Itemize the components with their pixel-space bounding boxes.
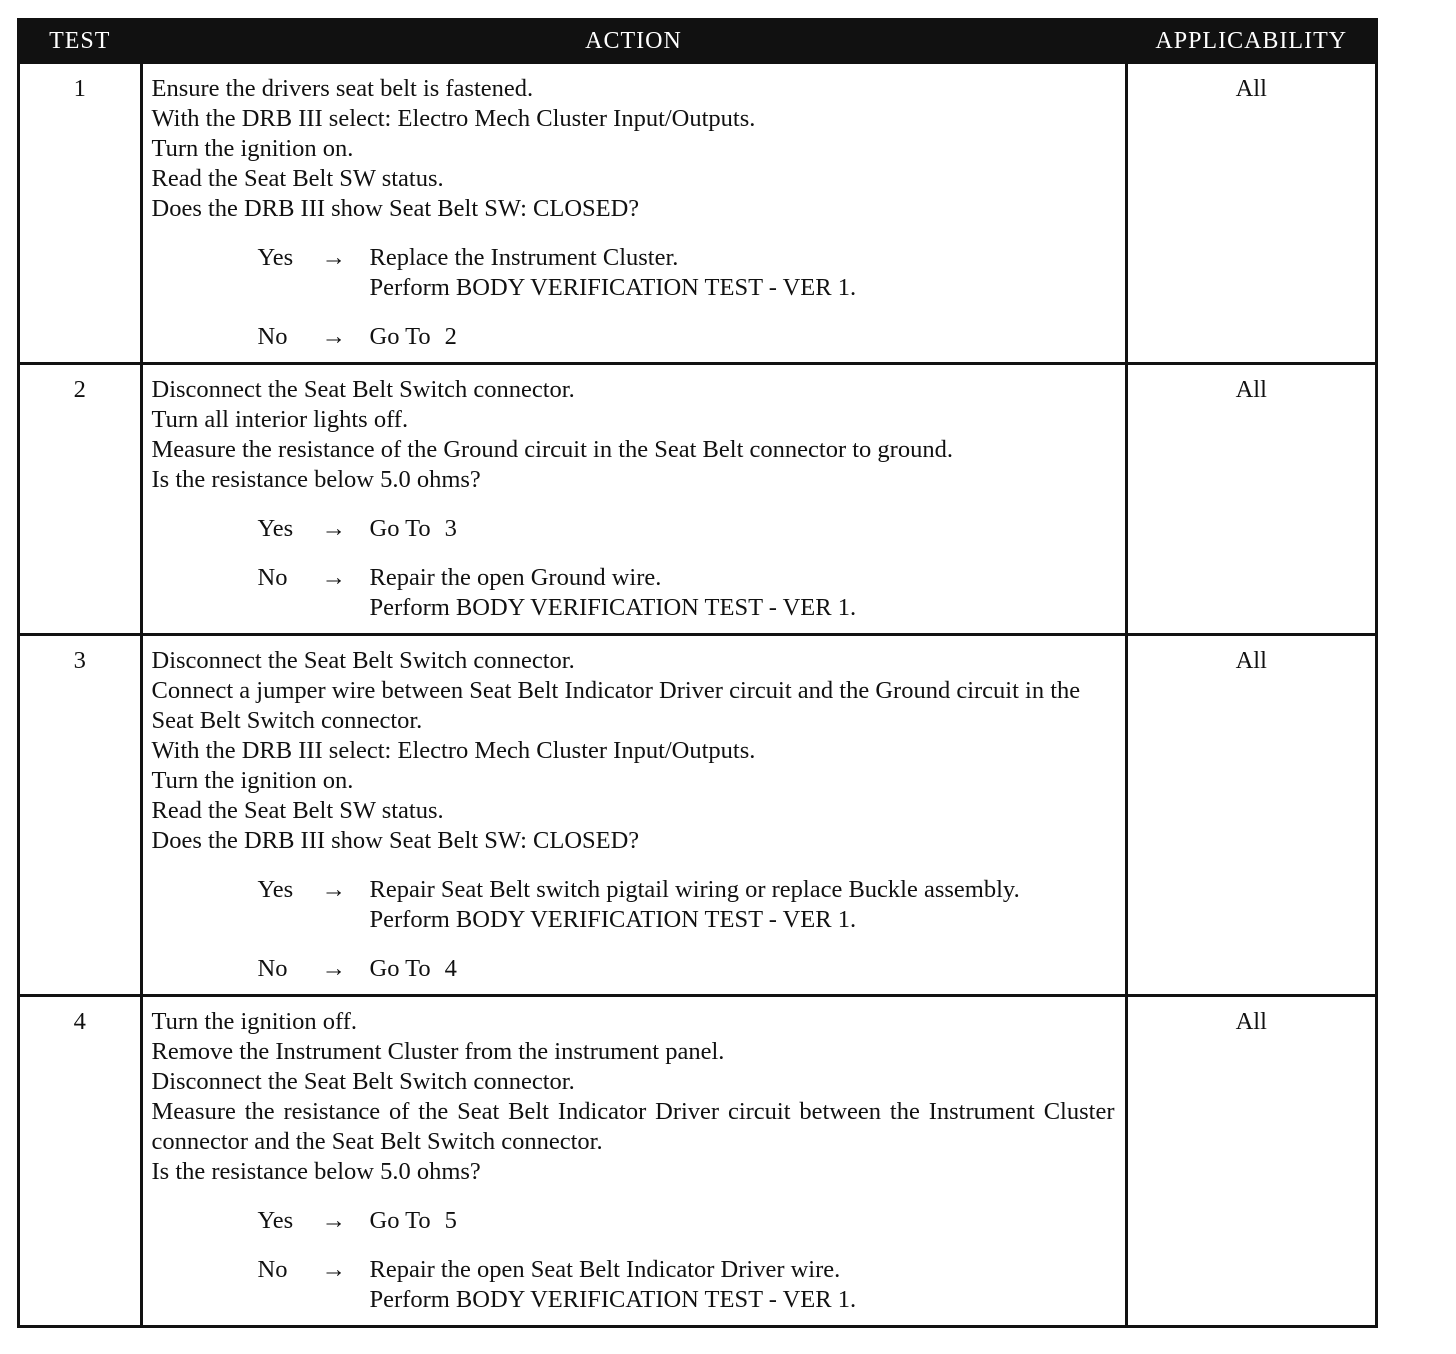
outcome-yes-label: Yes (257, 244, 294, 271)
action-step: With the DRB III select: Electro Mech Cluster Input/Outputs. (151, 737, 756, 764)
result-line: Replace the Instrument Cluster. (369, 244, 679, 271)
result-line: Perform BODY VERIFICATION TEST - VER 1. (369, 274, 857, 301)
applicability-value: All (1235, 376, 1267, 403)
goto-label: Go To (369, 515, 431, 542)
outcome-no-label: No (257, 955, 288, 982)
table-header-row (20, 21, 1375, 63)
action-step: Is the resistance below 5.0 ohms? (151, 1158, 481, 1185)
result-line: Perform BODY VERIFICATION TEST - VER 1. (369, 594, 857, 621)
action-step: Remove the Instrument Cluster from the instrument panel. (151, 1038, 725, 1065)
outcome-yes (258, 514, 1115, 544)
arrow-right-icon: → (321, 1207, 346, 1234)
test-number: 2 (20, 364, 141, 635)
goto-label: Go To (369, 323, 431, 350)
arrow-right-icon: → (321, 955, 346, 982)
outcome-yes-result (370, 514, 1115, 544)
outcome-no-label: No (257, 1256, 288, 1283)
header-action: ACTION (141, 21, 1126, 63)
table-row (20, 364, 1375, 635)
action-cell (141, 364, 1126, 635)
header-test: TEST (20, 21, 141, 63)
action-cell (141, 996, 1126, 1326)
action-step: Is the resistance below 5.0 ohms? (151, 466, 481, 493)
action-step: Connect a jumper wire between Seat Belt Indicator Driver circuit and the Ground circuit in the Seat Belt Switch connector. (151, 677, 1081, 734)
test-number: 3 (20, 635, 141, 996)
table-row (20, 996, 1375, 1326)
arrow-right-icon: → (321, 323, 346, 350)
action-step: Turn the ignition on. (151, 135, 354, 162)
result-line: Repair Seat Belt switch pigtail wiring or replace Buckle assembly. (369, 876, 1020, 903)
action-step: Does the DRB III show Seat Belt SW: CLOSED? (151, 827, 640, 854)
action-step: Read the Seat Belt SW status. (151, 797, 444, 824)
outcome-no (258, 1255, 1115, 1315)
applicability-value: All (1235, 1008, 1267, 1035)
outcome-no (258, 563, 1115, 623)
action-step: With the DRB III select: Electro Mech Cluster Input/Outputs. (151, 105, 756, 132)
outcome-no-label: No (257, 323, 288, 350)
arrow-right-icon: → (321, 244, 346, 271)
outcome-no-result (370, 1255, 1115, 1315)
table-row (20, 635, 1375, 996)
test-number: 1 (20, 63, 141, 364)
action-step: Turn the ignition on. (151, 767, 354, 794)
result-line: Perform BODY VERIFICATION TEST - VER 1. (369, 1286, 857, 1313)
outcome-no-result (370, 954, 1115, 984)
table-row (20, 63, 1375, 364)
goto-test-number: 4 (444, 955, 457, 982)
action-cell (141, 635, 1126, 996)
table-body (20, 63, 1375, 1326)
outcome-yes-result (370, 1206, 1115, 1236)
outcome-yes-label: Yes (257, 876, 294, 903)
outcome-no-label: No (257, 564, 288, 591)
goto-label: Go To (369, 1207, 431, 1234)
goto-test-number: 2 (444, 323, 457, 350)
test-table (20, 21, 1375, 1325)
test-number: 4 (20, 996, 141, 1326)
outcome-no-result (370, 322, 1115, 352)
action-step: Disconnect the Seat Belt Switch connector. (151, 647, 575, 674)
goto-test-number: 5 (444, 1207, 457, 1234)
action-step: Does the DRB III show Seat Belt SW: CLOSED? (151, 195, 640, 222)
action-cell (141, 63, 1126, 364)
outcome-yes-label: Yes (257, 515, 294, 542)
result-line: Repair the open Ground wire. (369, 564, 662, 591)
outcome-yes (258, 875, 1115, 935)
goto-label: Go To (369, 955, 431, 982)
applicability-value: All (1235, 647, 1267, 674)
arrow-right-icon: → (321, 515, 346, 542)
arrow-right-icon: → (321, 564, 346, 591)
action-step: Disconnect the Seat Belt Switch connector. (151, 376, 575, 403)
action-step: Turn all interior lights off. (151, 406, 409, 433)
result-line: Repair the open Seat Belt Indicator Driver wire. (369, 1256, 841, 1283)
outcome-yes-result (370, 875, 1115, 935)
outcome-yes (258, 243, 1115, 303)
action-step: Measure the resistance of the Seat Belt Indicator Driver circuit between the Instrument Cluster connector and the Seat Belt Switch connector. (151, 1098, 1115, 1155)
outcome-yes-result (370, 243, 1115, 303)
outcome-yes-label: Yes (257, 1207, 294, 1234)
action-step: Read the Seat Belt SW status. (151, 165, 444, 192)
outcome-no (258, 954, 1115, 984)
goto-test-number: 3 (444, 515, 457, 542)
action-step: Disconnect the Seat Belt Switch connector. (151, 1068, 575, 1095)
outcome-no-result (370, 563, 1115, 623)
action-step: Measure the resistance of the Ground circuit in the Seat Belt connector to ground. (151, 436, 953, 463)
outcome-yes (258, 1206, 1115, 1236)
diagnostic-test-table (17, 18, 1378, 1328)
result-line: Perform BODY VERIFICATION TEST - VER 1. (369, 906, 857, 933)
action-step: Ensure the drivers seat belt is fastened. (151, 75, 534, 102)
arrow-right-icon: → (321, 1256, 346, 1283)
applicability-value: All (1235, 75, 1267, 102)
outcome-no (258, 322, 1115, 352)
arrow-right-icon: → (321, 876, 346, 903)
action-step: Turn the ignition off. (151, 1008, 358, 1035)
header-applicability: APPLICABILITY (1126, 21, 1375, 63)
